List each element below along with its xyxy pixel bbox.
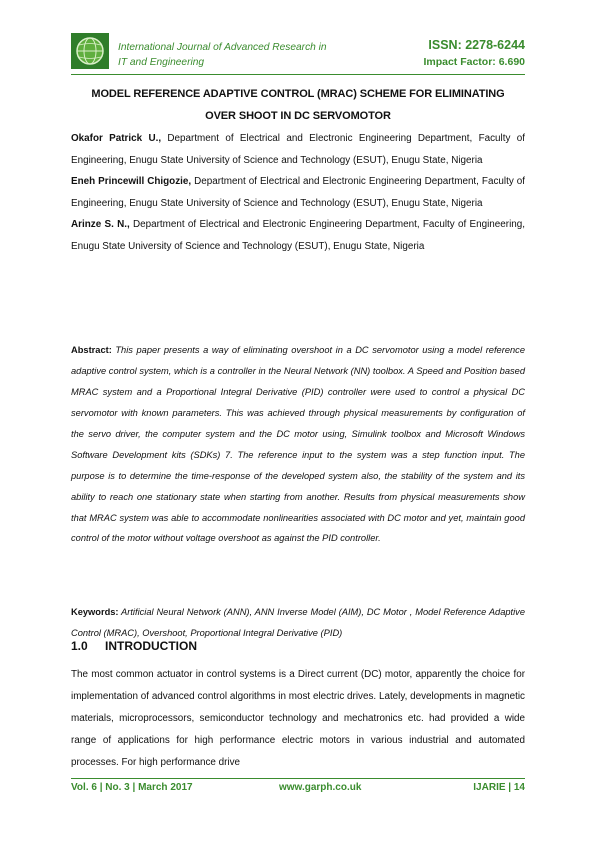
intro-paragraph: The most common actuator in control systems is a Direct current (DC) motor, apparently the choice for implementation of advanced control algorithms in most electric drives. Lately, developments in magnetic materials, microprocessors, semiconductor technology and mechatronics etc. had provided a wide range of applications for high performance electric motors in various industrial and automated processes. For high performance drive — [71, 669, 525, 768]
abstract — [71, 340, 525, 549]
section-number: 1.0 — [71, 639, 88, 653]
title-line1: MODEL REFERENCE ADAPTIVE CONTROL (MRAC) SCHEME FOR ELIMINATING — [91, 88, 505, 100]
author-name: Arinze S. N., — [71, 219, 130, 231]
keywords — [71, 602, 525, 644]
author-name: Okafor Patrick U., — [71, 133, 162, 144]
author-affiliation: Department of Electrical and Electronic Engineering Department, Faculty of Engineering, Enugu State University of Science and Technology (ESUT), Enugu State, Nigeria — [71, 133, 525, 166]
title-line2: OVER SHOOT IN DC SERVOMOTOR — [205, 110, 391, 122]
footer-page: IJARIE | 14 — [473, 782, 525, 793]
abstract-label: Abstract: — [71, 345, 112, 356]
header-divider — [71, 74, 525, 75]
abstract-text: This paper presents a way of eliminating overshoot in a DC servomotor using a model reference adaptive control system, which is a controller in the Neural Network (NN) toolbox. A Speed and Position based MRAC system and a Proportional Integral Derivative (PID) controller were used to control a physical DC servomotor with known parameters. This was achieved through physical measurements by configuration of the servo driver, the computer system and the DC motor using, Simulink toolbox and Microsoft Windows Software Development kits (SDKs) 7. The reference input to the system was a step function input. The purpose is to determine the time-response of the developed system also, the stability of the system and its ability to reach one stationary state when starting from another. Results from physical measurements show that MRAC system was able to accommodate nonlinearities associated with DC motor and yet, maintain good control of the motor without voltage overshoot as against the PID controller. — [71, 345, 525, 544]
section-title: INTRODUCTION — [105, 639, 197, 653]
globe-logo-icon — [71, 33, 109, 69]
impact-factor: Impact Factor: 6.690 — [423, 56, 525, 68]
author-list — [71, 128, 525, 258]
author-entry — [71, 171, 525, 214]
journal-name — [118, 40, 327, 70]
journal-name-line1: International Journal of Advanced Research in — [118, 42, 327, 53]
issn: ISSN: 2278-6244 — [428, 38, 525, 52]
paper-title — [71, 83, 525, 127]
author-affiliation: Department of Electrical and Electronic Engineering Department, Faculty of Engineering, Enugu State University of Science and Technology (ESUT), Enugu State, Nigeria — [71, 176, 525, 209]
footer-divider — [71, 778, 525, 779]
keywords-text: Artificial Neural Network (ANN), ANN Inverse Model (AIM), DC Motor , Model Reference Adaptive Control (MRAC), Overshoot, Proportional Integral Derivative (PID) — [71, 607, 525, 639]
page-header — [71, 32, 525, 72]
keywords-label: Keywords: — [71, 607, 119, 618]
footer-volume: Vol. 6 | No. 3 | March 2017 — [71, 782, 193, 793]
author-name: Eneh Princewill Chigozie, — [71, 176, 192, 188]
section-heading — [71, 639, 197, 653]
author-entry — [71, 128, 525, 171]
journal-name-line2: IT and Engineering — [118, 57, 205, 68]
footer-website[interactable]: www.garph.co.uk — [279, 782, 362, 793]
author-affiliation: Department of Electrical and Electronic Engineering Department, Faculty of Engineering, Enugu State University of Science and Technology (ESUT), Enugu State, Nigeria — [71, 219, 525, 252]
author-entry — [71, 214, 525, 257]
